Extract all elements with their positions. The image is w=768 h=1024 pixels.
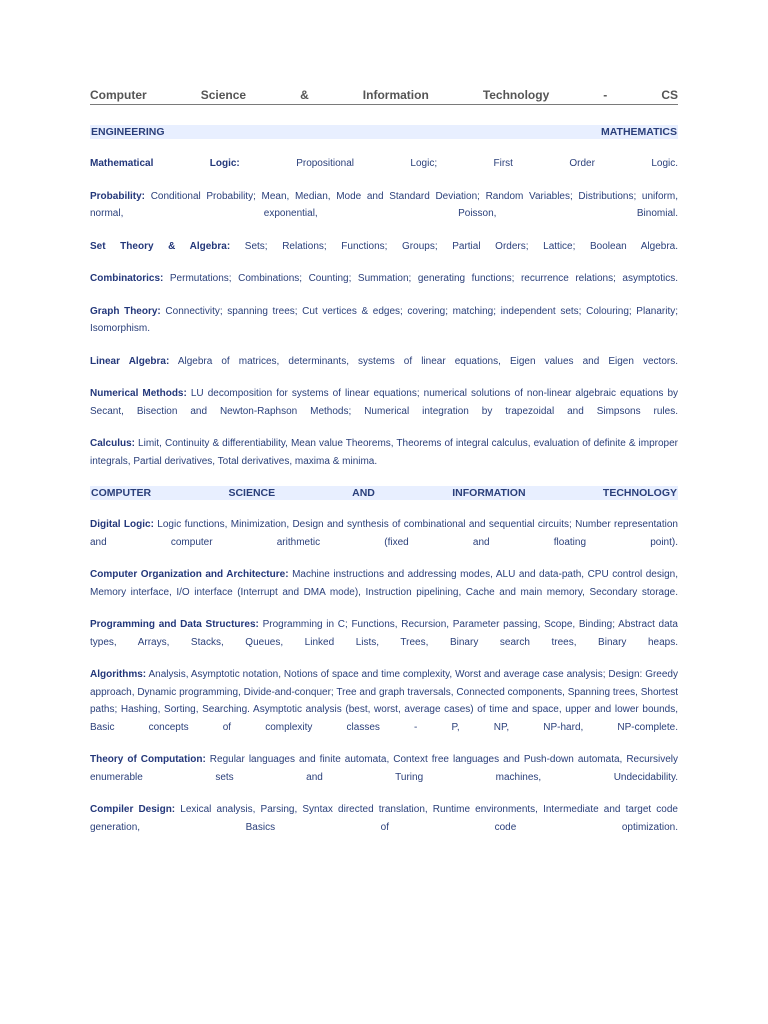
topic-text: Machine instructions and addressing modes, ALU and data-path, CPU control design, Memory interface, I/O interface (Interrupt and DMA mode), Instruction pipelining, Cache and main memory, Secondary storage.: [90, 569, 678, 598]
topic-label: Theory of Computation:: [90, 754, 206, 765]
topic-text: Connectivity; spanning trees; Cut vertices & edges; covering; matching; independent sets; Colouring; Planarity; Isomorphism.: [90, 305, 678, 334]
topic-label: Probability:: [90, 190, 146, 202]
section-heading-engineering-mathematics: ENGINEERING MATHEMATICS: [91, 126, 677, 138]
topic-text: Sets; Relations; Functions; Groups; Partial Orders; Lattice; Boolean Algebra.: [244, 240, 679, 252]
topic-linear-algebra: [90, 353, 678, 371]
topic-text: Lexical analysis, Parsing, Syntax directed translation, Runtime environments, Intermediate and target code generation, Basics of code optimization.: [90, 804, 678, 833]
topic-computer-organization: [90, 566, 678, 601]
topic-mathematical-logic: [90, 155, 678, 173]
topic-probability: [90, 188, 678, 223]
topic-label: Compiler Design:: [90, 804, 176, 815]
topic-text: Algebra of matrices, determinants, systems of linear equations, Eigen values and Eigen vectors.: [177, 355, 678, 367]
topic-text: Analysis, Asymptotic notation, Notions of space and time complexity, Worst and average case analysis; Design: Greedy approach, Dynamic programming, Divide-and-conquer; Tree and graph traversals, Connected components, Spanning trees, Shortest paths; Hashing, Sorting, Searching. Asymptotic analysis (best, worst, average cases) of time and space, upper and lower bounds, Basic concepts of complexity classes - P, NP, NP-hard, NP-complete.: [90, 669, 678, 733]
topic-label: Programming and Data Structures:: [90, 619, 259, 630]
topic-set-theory-algebra: [90, 238, 678, 256]
topic-label: Numerical Methods:: [90, 388, 187, 399]
topic-text: Conditional Probability; Mean, Median, Mode and Standard Deviation; Random Variables; Distributions; uniform, normal, exponential, Poisson, Binomial.: [90, 190, 678, 219]
topic-label: Digital Logic:: [90, 519, 154, 530]
topic-calculus: [90, 435, 678, 470]
document-title: Computer Science & Information Technology - CS: [90, 88, 678, 105]
topic-text: Permutations; Combinations; Counting; Summation; generating functions; recurrence relations; asymptotics.: [169, 273, 679, 284]
topic-combinatorics: [90, 270, 678, 288]
topic-text: LU decomposition for systems of linear equations; numerical solutions of non-linear algebraic equations by Secant, Bisection and Newton-Raphson Methods; Numerical integration by trapezoidal and Simpsons rules.: [90, 388, 679, 417]
topic-text: Propositional Logic; First Order Logic.: [296, 158, 679, 169]
topic-digital-logic: [90, 516, 678, 551]
topic-graph-theory: [90, 303, 678, 338]
topic-label: Algorithms:: [90, 669, 147, 680]
topic-text: Limit, Continuity & differentiability, Mean value Theorems, Theorems of integral calculus, evaluation of definite & improper integrals, Partial derivatives, Total derivatives, maxima & minima.: [90, 438, 678, 467]
topic-text: Logic functions, Minimization, Design and synthesis of combinational and sequential circuits; Number representation and computer arithmetic (fixed and floating point).: [90, 519, 678, 548]
document-content: [90, 88, 678, 836]
topic-label: Set Theory & Algebra:: [90, 240, 231, 252]
topic-numerical-methods: [90, 385, 678, 420]
section-heading-computer-science: COMPUTER SCIENCE AND INFORMATION TECHNOLOGY: [91, 487, 677, 499]
topic-label: Mathematical Logic:: [90, 158, 240, 169]
topic-label: Linear Algebra:: [90, 355, 170, 367]
topic-compiler-design: [90, 801, 678, 836]
topic-text: Programming in C; Functions, Recursion, Parameter passing, Scope, Binding; Abstract data types, Arrays, Stacks, Queues, Linked Lists, Trees, Binary search trees, Binary heaps.: [90, 619, 678, 648]
topic-label: Computer Organization and Architecture:: [90, 569, 289, 580]
topic-algorithms: [90, 666, 678, 736]
topic-text: Regular languages and finite automata, Context free languages and Push-down automata, Recursively enumerable sets and Turing machines, Undecidability.: [90, 754, 679, 783]
topic-label: Calculus:: [90, 438, 136, 449]
topic-label: Combinatorics:: [90, 273, 164, 284]
topic-label: Graph Theory:: [90, 305, 161, 317]
topic-theory-of-computation: [90, 751, 678, 786]
topic-programming-data-structures: [90, 616, 678, 651]
